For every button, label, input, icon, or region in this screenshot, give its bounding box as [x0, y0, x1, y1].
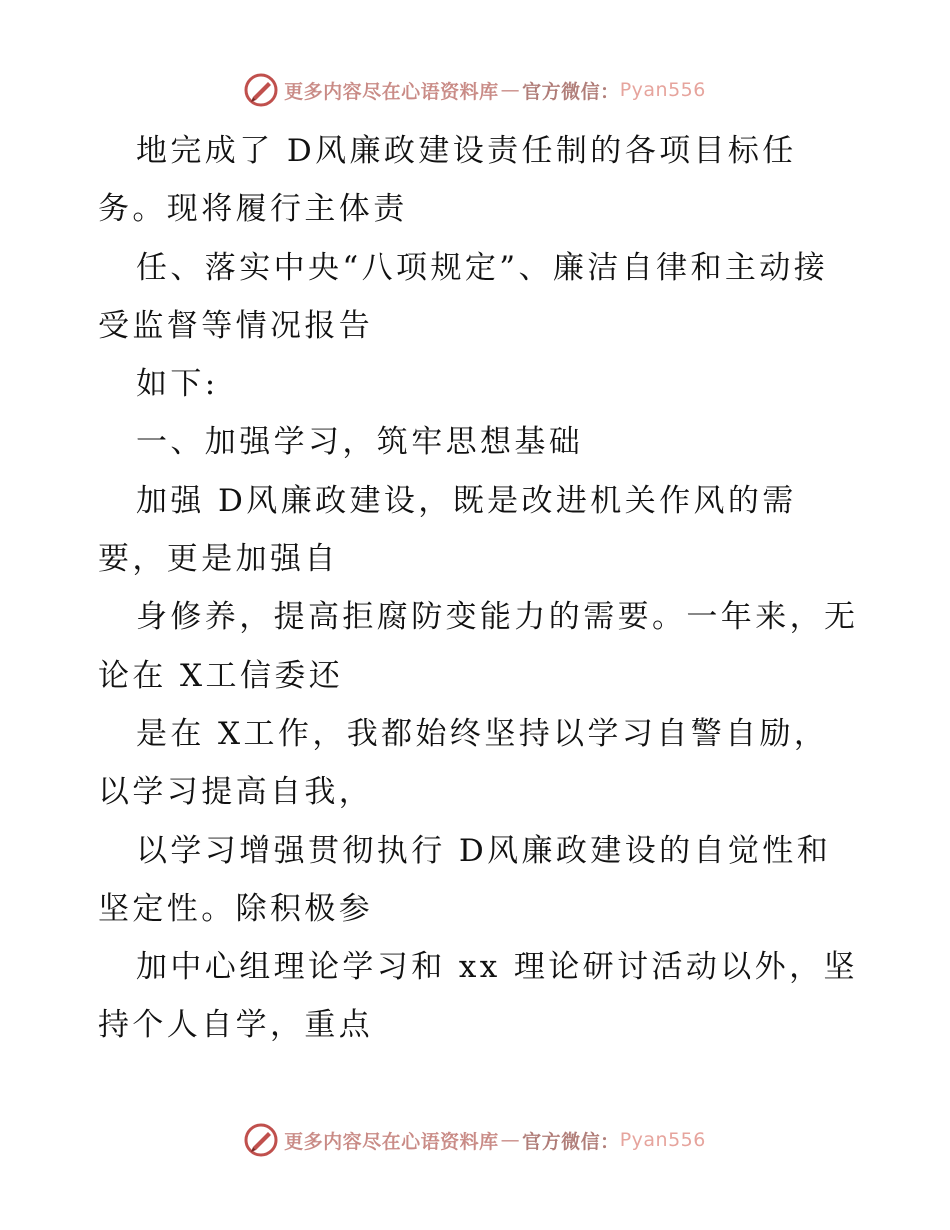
watermark-text: 更多内容尽在心语资料库 [284, 80, 499, 103]
header-watermark [0, 70, 950, 110]
text-line: 身修养，提高拒腐防变能力的需要。一年来，无 [136, 599, 859, 636]
text-line: 受监督等情况报告 [98, 307, 374, 344]
text-line: 加强 D风廉政建设，既是改进机关作风的需 [136, 482, 797, 519]
text-line: 务。现将履行主体责 [98, 191, 408, 228]
text-line: 以学习增强贯彻执行 D风廉政建设的自觉性和 [136, 832, 832, 869]
section-heading: 一、加强学习，筑牢思想基础 [136, 424, 584, 461]
watermark-wechat-id: Pyan556 [619, 79, 706, 101]
document-body [98, 122, 858, 1055]
text-line: 是在 X工作，我都始终坚持以学习自警自励， [136, 715, 829, 752]
watermark-wechat-label: 官方微信： [522, 1130, 620, 1153]
text-line: 地完成了 D风廉政建设责任制的各项目标任 [136, 133, 797, 169]
text-line: 任、落实中央“八项规定”、廉洁自律和主动接 [136, 249, 829, 286]
text-line: 论在 X工信委还 [98, 657, 344, 694]
watermark-dash: — [500, 79, 521, 101]
text-line: 要，更是加强自 [98, 541, 339, 578]
footer-watermark [0, 1120, 950, 1160]
text-line: 以学习提高自我， [98, 774, 374, 811]
text-line: 持个人自学，重点 [98, 1007, 374, 1044]
watermark-wechat-label: 官方微信： [522, 80, 620, 103]
text-line: 如下: [136, 366, 219, 403]
watermark-text: 更多内容尽在心语资料库 [284, 1130, 499, 1153]
brand-logo-icon [244, 73, 278, 107]
brand-logo-icon [244, 1123, 278, 1157]
text-line: 坚定性。除积极参 [98, 890, 374, 927]
text-line: 加中心组理论学习和 xx 理论研讨活动以外，坚 [136, 949, 858, 986]
watermark-wechat-id: Pyan556 [619, 1129, 706, 1151]
watermark-dash: — [500, 1129, 521, 1151]
